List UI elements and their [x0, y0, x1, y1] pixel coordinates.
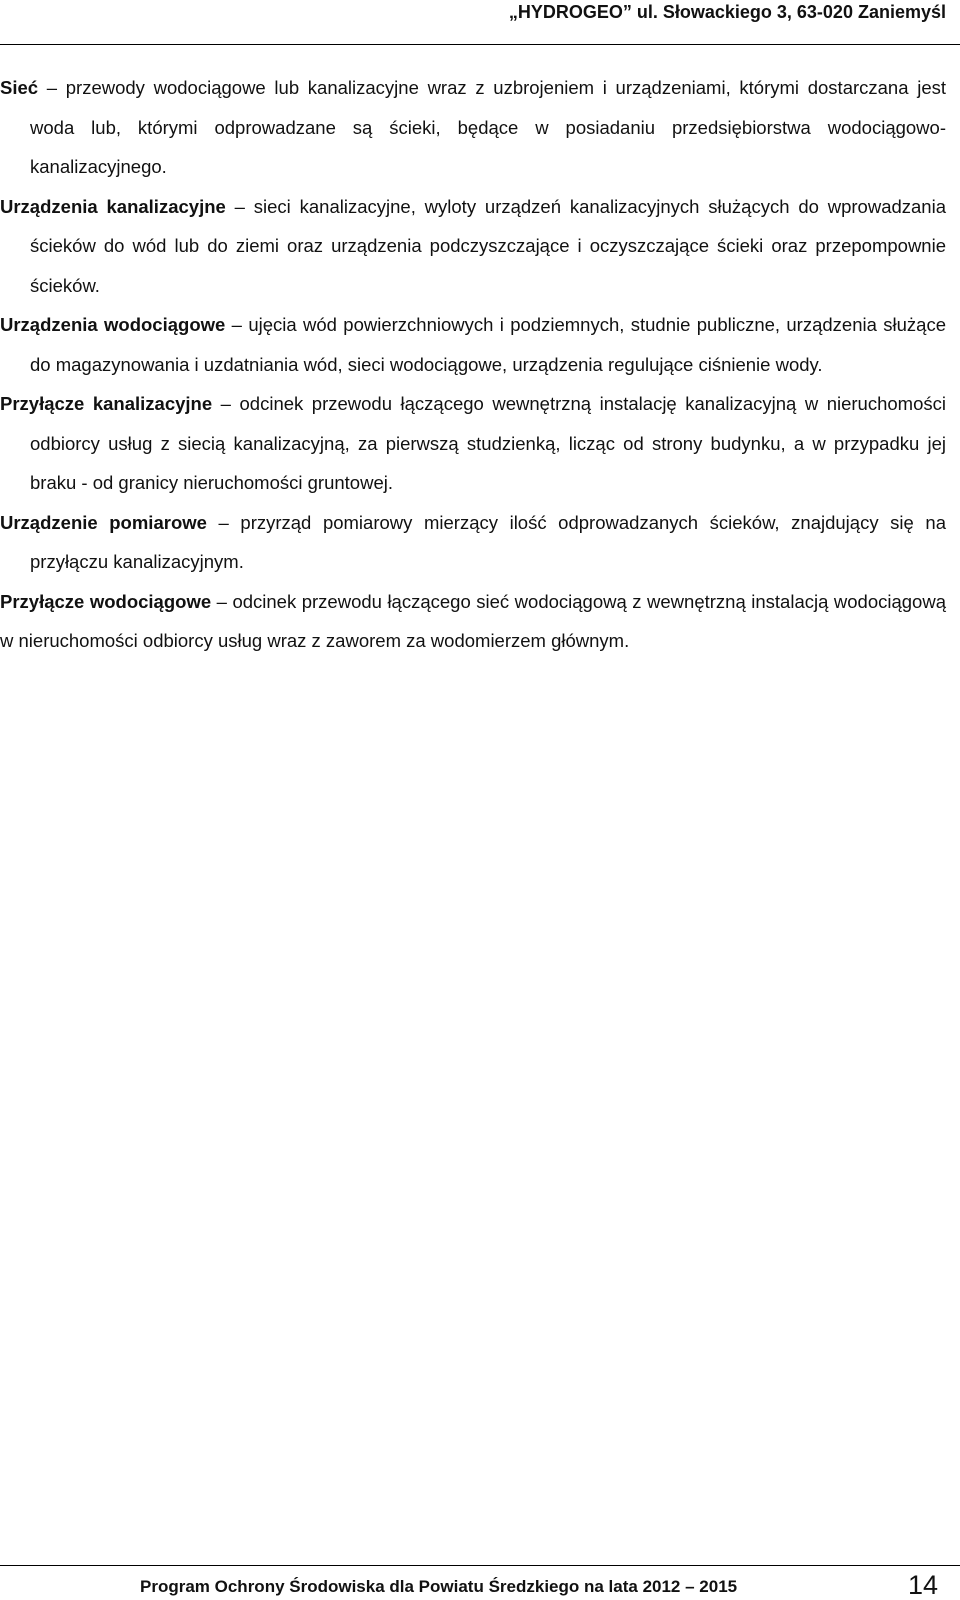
definition-term: Urządzenie pomiarowe — [0, 511, 207, 533]
definition-term: Sieć — [0, 77, 39, 98]
definition-term: Przyłącze wodociągowe — [0, 590, 212, 612]
definition-text: sieci kanalizacyjne, wyloty urządzeń kanalizacyjnych służących do wprowadzania ścieków do wód lub do ziemi oraz urządzenia podczyszczające i oczyszczające ścieki oraz przepompownie ścieków. — [30, 195, 946, 296]
header-divider — [0, 44, 960, 45]
page-number: 14 — [908, 1570, 939, 1600]
definition-urzadzenie-pomiarowe — [0, 503, 946, 582]
definition-przylacze-wodociagowe — [0, 582, 946, 661]
definition-text: odcinek przewodu łączącego sieć wodociągową z wewnętrzną instalacją wodociągową w nieruchomości odbiorcy usług wraz z zaworem za wodomierzem głównym. — [0, 590, 946, 651]
definition-term: Przyłącze kanalizacyjne — [0, 393, 213, 414]
footer-divider — [0, 1565, 960, 1566]
definition-dash: – — [212, 393, 240, 414]
definition-dash: – — [225, 195, 254, 217]
definition-dash: – — [206, 511, 241, 533]
definition-text: przewody wodociągowe lub kanalizacyjne wraz z uzbrojeniem i urządzeniami, którymi dostarczana jest woda lub, którymi odprowadzane są ścieki, będące w posiadaniu przedsiębiorstwa wodociągowo-kanalizacyjnego. — [30, 77, 946, 177]
definition-dash: – — [211, 590, 233, 612]
definition-dash: – — [38, 77, 66, 98]
footer-title: Program Ochrony Środowiska dla Powiatu Średzkiego na lata 2012 – 2015 — [140, 1577, 738, 1596]
definition-text: ujęcia wód powierzchniowych i podziemnych, studnie publiczne, urządzenia służące do magazynowania i uzdatniania wód, sieci wodociągowe, urządzenia regulujące ciśnienie wody. — [30, 314, 946, 375]
page-header: „HYDROGEO” ul. Słowackiego 3, 63-020 Zaniemyśl — [508, 2, 946, 22]
definition-dash: – — [225, 314, 249, 335]
definition-term: Urządzenia kanalizacyjne — [0, 195, 226, 217]
definition-przylacze-kanalizacyjne — [0, 384, 946, 503]
definitions-list — [0, 68, 946, 661]
definition-text: odcinek przewodu łączącego wewnętrzną instalację kanalizacyjną w nieruchomości odbiorcy usług z siecią kanalizacyjną, za pierwszą studzienką, licząc od strony budynku, a w przypadku jej braku - od granicy nieruchomości gruntowej. — [30, 393, 946, 493]
definition-urzadzenia-kanalizacyjne — [0, 187, 946, 306]
definition-urzadzenia-wodociagowe — [0, 305, 946, 384]
definition-term: Urządzenia wodociągowe — [0, 314, 226, 335]
definition-text: przyrząd pomiarowy mierzący ilość odprowadzanych ścieków, znajdujący się na przyłączu kanalizacyjnym. — [30, 511, 946, 572]
definition-siec — [0, 68, 946, 187]
